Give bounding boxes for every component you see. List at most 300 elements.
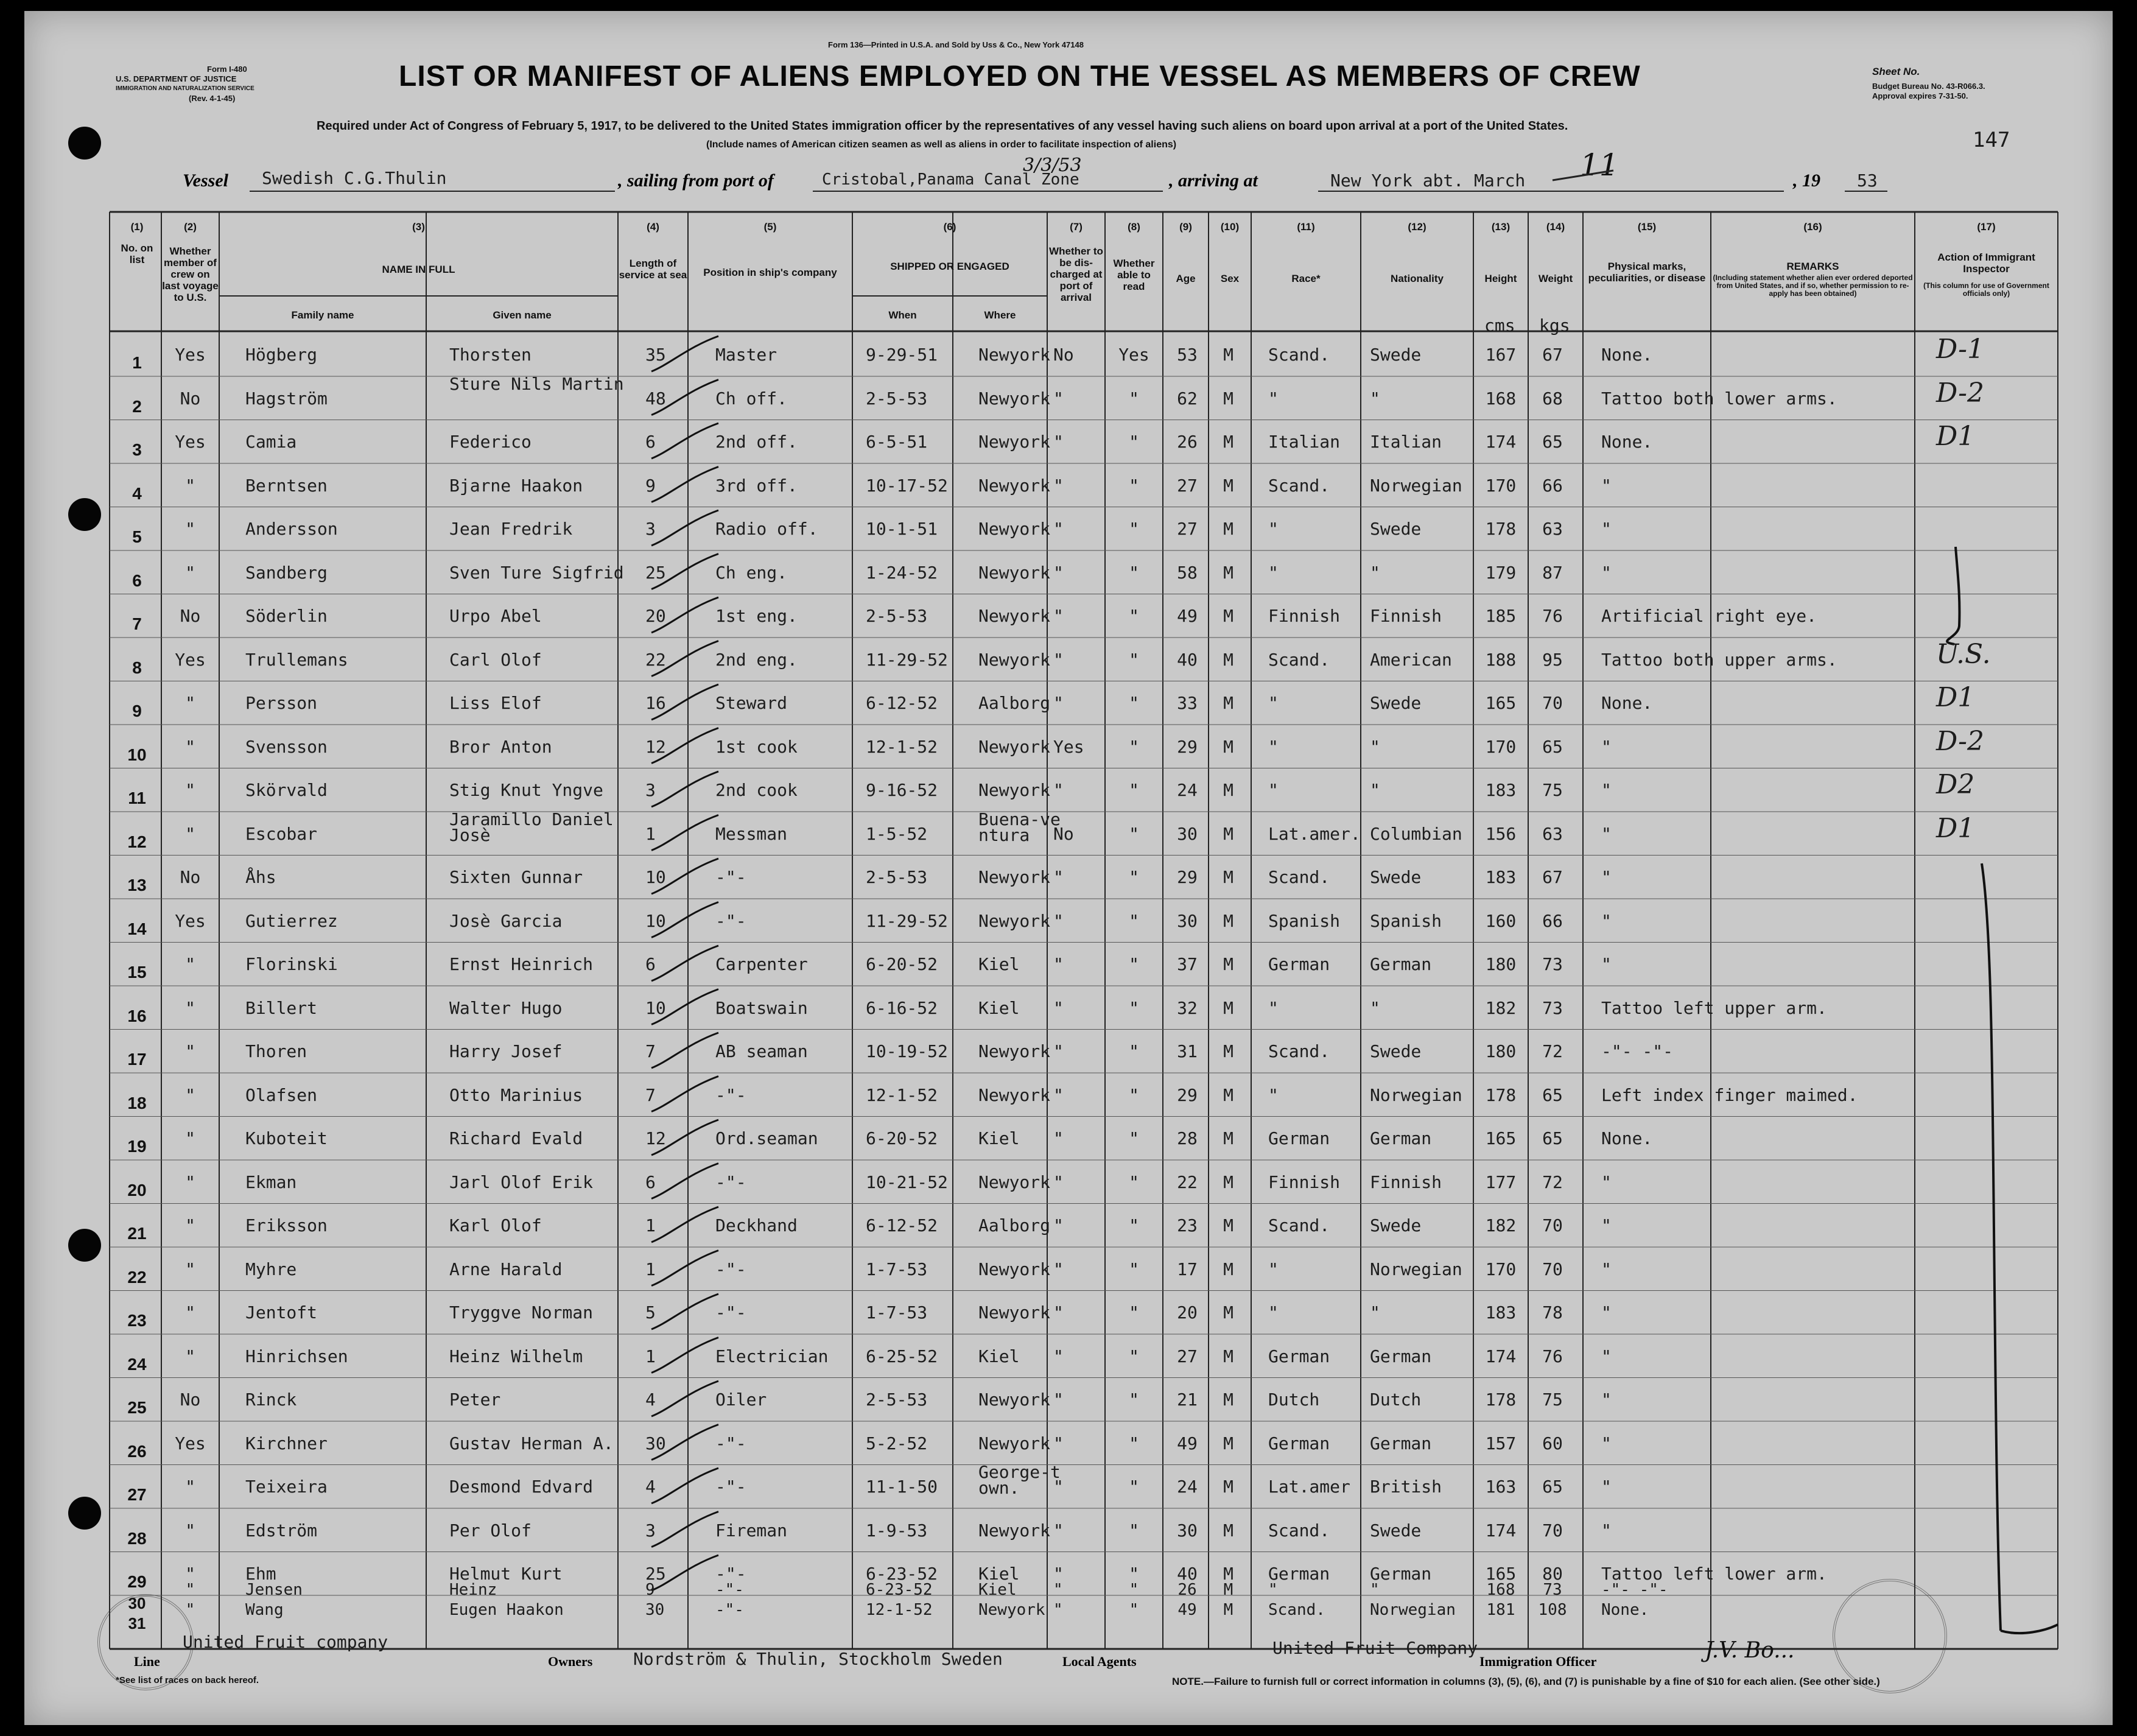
- cell-sex: M: [1223, 910, 1233, 931]
- cell-ht: 181: [1486, 1601, 1515, 1619]
- cell-dis: ": [1053, 1172, 1064, 1192]
- cell-prev: ": [185, 1477, 195, 1497]
- cell-fam: Ekman: [245, 1172, 297, 1192]
- cell-when: 9-16-52: [866, 780, 938, 800]
- header-c6_label: SHIPPED OR ENGAGED: [890, 261, 1009, 272]
- header-c4: (4): [647, 221, 659, 233]
- cell-svc: 10: [645, 867, 666, 887]
- cell-ht: 170: [1485, 1259, 1517, 1279]
- cell-sex: M: [1223, 606, 1233, 626]
- cell-wt: 66: [1542, 910, 1563, 931]
- cell-marks: ": [1601, 1172, 1612, 1192]
- header-c13_unit: cms: [1484, 315, 1515, 336]
- cell-race: German: [1268, 1433, 1330, 1453]
- cell-action: D-1: [1936, 334, 1984, 365]
- cell-nat: Norwegian: [1370, 1259, 1462, 1279]
- cell-n: 11: [128, 789, 146, 807]
- cell-pos: Oiler: [715, 1390, 767, 1410]
- cell-read: ": [1129, 606, 1139, 626]
- cell-when: 6-25-52: [866, 1346, 938, 1366]
- owners-label: Owners: [548, 1654, 593, 1669]
- header-c6b: Where: [984, 309, 1016, 321]
- cell-age: 37: [1177, 954, 1198, 974]
- cell-given: Thorsten: [449, 345, 532, 365]
- cell-age: 40: [1177, 1564, 1198, 1584]
- cell-prev: ": [185, 1215, 195, 1235]
- cell-ht: 156: [1485, 823, 1517, 844]
- officer-signature: J.V. Bo...: [1705, 1638, 1795, 1663]
- agents-value: United Fruit Company: [1272, 1638, 1478, 1658]
- cell-read: ": [1129, 519, 1139, 539]
- header-c16_sub: (Including statement whether alien ever ordered deported from United States, and if so, whether permission to re-apply has been obtained): [1713, 273, 1913, 298]
- cell-age: 26: [1177, 432, 1198, 452]
- cell-fam: Edström: [245, 1520, 318, 1541]
- header-c6a: When: [888, 309, 917, 321]
- cell-given: Stig Knut Yngve: [449, 780, 603, 800]
- cell-n: 23: [127, 1311, 147, 1330]
- cell-marks: Tattoo both lower arms.: [1601, 388, 1837, 409]
- cell-pos: -"-: [715, 1601, 744, 1619]
- cell-marks: Left index finger maimed.: [1601, 1084, 1858, 1105]
- cell-given: Carl Olof: [449, 649, 542, 670]
- cell-nat: German: [1370, 1346, 1432, 1366]
- cell-prev: No: [180, 388, 201, 409]
- cell-n: 19: [127, 1137, 147, 1156]
- cell-given: Otto Marinius: [449, 1084, 583, 1105]
- cell-marks: ": [1601, 1346, 1612, 1366]
- cell-ht: 178: [1485, 1390, 1517, 1410]
- cell-wt: 75: [1542, 1390, 1563, 1410]
- cell-prev: ": [185, 954, 195, 974]
- cell-given: Sven Ture Sigfrid: [449, 562, 624, 583]
- cell-marks: ": [1601, 823, 1612, 844]
- cell-ht: 165: [1485, 1564, 1517, 1584]
- cell-sex: M: [1223, 475, 1233, 496]
- header-c13: (13): [1491, 221, 1511, 233]
- cell-read: ": [1129, 1581, 1139, 1599]
- cell-wt: 65: [1542, 1084, 1563, 1105]
- cell-svc: 35: [645, 345, 666, 365]
- header-c10_label: Sex: [1220, 273, 1240, 284]
- cell-pos: Master: [715, 345, 777, 365]
- cell-race: Scand.: [1268, 649, 1330, 670]
- cell-when: 1-5-52: [866, 823, 928, 844]
- cell-fam: Skörvald: [245, 780, 328, 800]
- year-value: 53: [1857, 170, 1878, 191]
- cell-where: Buena-ventura: [978, 809, 1061, 845]
- cell-n: 9: [132, 701, 142, 720]
- cell-when: 6-23-52: [866, 1581, 933, 1599]
- cell-marks: -"- -"-: [1601, 1041, 1674, 1061]
- cell-n: 12: [127, 832, 147, 851]
- cell-svc: 10: [645, 910, 666, 931]
- cell-race: Scand.: [1268, 1601, 1325, 1619]
- cell-when: 1-9-53: [866, 1520, 928, 1541]
- cell-dis: ": [1053, 693, 1064, 713]
- cell-wt: 70: [1542, 1259, 1563, 1279]
- cell-fam: Teixeira: [245, 1477, 328, 1497]
- cell-fam: Rinck: [245, 1390, 297, 1410]
- cell-action: D1: [1936, 812, 1975, 844]
- page-number: 147: [1973, 128, 2010, 152]
- cell-ht: 183: [1485, 1302, 1517, 1323]
- cell-dis: ": [1053, 1520, 1064, 1541]
- cell-prev: ": [185, 1581, 195, 1599]
- cell-svc: 12: [645, 1128, 666, 1148]
- line-label: Line: [134, 1654, 160, 1669]
- cell-sex: M: [1223, 1433, 1233, 1453]
- cell-read: ": [1129, 823, 1139, 844]
- cell-race: ": [1268, 1581, 1278, 1599]
- cell-age: 62: [1177, 388, 1198, 409]
- cell-prev: ": [185, 475, 195, 496]
- cell-marks: ": [1601, 1390, 1612, 1410]
- cell-prev: ": [185, 693, 195, 713]
- cell-where: Newyork: [978, 867, 1051, 887]
- cell-pos: -"-: [715, 910, 746, 931]
- cell-pos: -"-: [715, 1084, 746, 1105]
- agents-label: Local Agents: [1062, 1654, 1137, 1669]
- cell-svc: 9: [645, 1581, 655, 1599]
- cell-read: ": [1129, 475, 1139, 496]
- revision: (Rev. 4-1-45): [189, 94, 236, 103]
- cell-sex: M: [1223, 519, 1233, 539]
- cell-fam: Escobar: [245, 823, 318, 844]
- cell-pos: Ch off.: [715, 388, 788, 409]
- cell-read: ": [1129, 954, 1139, 974]
- cell-ht: 165: [1485, 1128, 1517, 1148]
- header-c9_label: Age: [1176, 273, 1196, 284]
- cell-n: 4: [132, 483, 142, 503]
- cell-where: Newyork: [978, 736, 1051, 757]
- cell-where: Aalborg: [978, 1215, 1051, 1235]
- cell-nat: Spanish: [1370, 910, 1442, 931]
- cell-sex: M: [1223, 345, 1233, 365]
- cell-nat: German: [1370, 954, 1432, 974]
- cell-when: 6-20-52: [866, 1128, 938, 1148]
- cell-age: 32: [1177, 997, 1198, 1018]
- cell-dis: ": [1053, 562, 1064, 583]
- cell-svc: 30: [645, 1433, 666, 1453]
- cell-ht: 174: [1485, 1520, 1517, 1541]
- cell-n: 29: [127, 1572, 147, 1591]
- cell-where: Newyork: [978, 1302, 1051, 1323]
- cell-nat: ": [1370, 736, 1380, 757]
- cell-given: Sixten Gunnar: [449, 867, 583, 887]
- cell-fam: Myhre: [245, 1259, 297, 1279]
- cell-fam: Florinski: [245, 954, 338, 974]
- cell-read: ": [1129, 1564, 1139, 1584]
- cell-nat: ": [1370, 997, 1380, 1018]
- cell-action: D1: [1936, 682, 1975, 713]
- cell-ht: 174: [1485, 432, 1517, 452]
- cell-ht: 188: [1485, 649, 1517, 670]
- cell-svc: 5: [645, 1302, 656, 1323]
- cell-nat: Norwegian: [1370, 1601, 1456, 1619]
- header-c3a: Family name: [291, 309, 354, 321]
- cell-race: German: [1268, 1346, 1330, 1366]
- cell-age: 30: [1177, 823, 1198, 844]
- cell-race: Dutch: [1268, 1390, 1320, 1410]
- cell-dis: ": [1053, 867, 1064, 887]
- cell-dis: ": [1053, 997, 1064, 1018]
- cell-when: 2-5-53: [866, 867, 928, 887]
- cell-given: Sture Nils Martin: [449, 373, 624, 394]
- cell-nat: Swede: [1370, 1215, 1422, 1235]
- cell-wt: 108: [1538, 1601, 1567, 1619]
- cell-when: 12-1-52: [866, 1601, 933, 1619]
- cell-age: 29: [1177, 1084, 1198, 1105]
- sheet-label: Sheet No.: [1872, 66, 1920, 77]
- cell-svc: 25: [645, 1564, 666, 1584]
- cell-dis: ": [1053, 954, 1064, 974]
- cell-when: 6-12-52: [866, 1215, 938, 1235]
- cell-where: Kiel: [978, 1581, 1017, 1599]
- cell-where: Newyork: [978, 1390, 1051, 1410]
- cell-prev: ": [185, 1601, 195, 1619]
- cell-prev: ": [185, 1302, 195, 1323]
- cell-action: D1: [1936, 421, 1975, 452]
- cell-given: Arne Harald: [449, 1259, 563, 1279]
- cell-read: ": [1129, 1346, 1139, 1366]
- cell-marks: None.: [1601, 1601, 1649, 1619]
- service: IMMIGRATION AND NATURALIZATION SERVICE: [116, 85, 254, 92]
- cell-sex: M: [1223, 997, 1233, 1018]
- cell-given: Ernst Heinrich: [449, 954, 594, 974]
- cell-when: 11-29-52: [866, 910, 948, 931]
- cell-nat: Swede: [1370, 1041, 1422, 1061]
- cell-sex: M: [1223, 693, 1233, 713]
- cell-prev: Yes: [175, 1433, 206, 1453]
- cell-ht: 182: [1485, 1215, 1517, 1235]
- header-c13_label: Height: [1484, 273, 1517, 284]
- cell-pos: -"-: [715, 1477, 746, 1497]
- cell-when: 2-5-53: [866, 388, 928, 409]
- cell-prev: Yes: [175, 910, 206, 931]
- cell-sex: M: [1223, 1601, 1233, 1619]
- cell-wt: 95: [1542, 649, 1563, 670]
- cell-read: ": [1129, 1390, 1139, 1410]
- cell-sex: M: [1223, 1581, 1233, 1599]
- cell-age: 49: [1177, 1601, 1197, 1619]
- cell-fam: Kuboteit: [245, 1128, 328, 1148]
- cell-where: Newyork: [978, 649, 1051, 670]
- cell-sex: M: [1223, 823, 1233, 844]
- manifest-sheet: [24, 11, 2113, 1725]
- cell-ht: 174: [1485, 1346, 1517, 1366]
- page-title: LIST OR MANIFEST OF ALIENS EMPLOYED ON THE VESSEL AS MEMBERS OF CREW: [399, 60, 1641, 93]
- handwritten-day: 11: [1580, 147, 1619, 183]
- budget-number: Budget Bureau No. 43-R066.3.: [1872, 82, 1985, 91]
- cell-race: German: [1268, 1564, 1330, 1584]
- cell-ht: 180: [1485, 954, 1517, 974]
- vessel-name: Swedish C.G.Thulin: [262, 168, 447, 188]
- cell-n: 8: [132, 658, 142, 677]
- cell-marks: ": [1601, 562, 1612, 583]
- cell-age: 58: [1177, 562, 1198, 583]
- cell-when: 2-5-53: [866, 1390, 928, 1410]
- cell-nat: Swede: [1370, 345, 1422, 365]
- cell-fam: Billert: [245, 997, 318, 1018]
- cell-read: ": [1129, 1433, 1139, 1453]
- cell-where: Newyork: [978, 432, 1051, 452]
- cell-pos: Deckhand: [715, 1215, 798, 1235]
- cell-where: Newyork: [978, 1259, 1051, 1279]
- cell-given: Karl Olof: [449, 1215, 542, 1235]
- cell-nat: American: [1370, 649, 1452, 670]
- cell-n: 28: [127, 1528, 147, 1548]
- cell-n: 2: [132, 396, 142, 416]
- cell-n: 27: [127, 1485, 147, 1504]
- cell-prev: ": [185, 823, 195, 844]
- cell-read: ": [1129, 1084, 1139, 1105]
- cell-ht: 165: [1485, 693, 1517, 713]
- cell-read: ": [1129, 910, 1139, 931]
- cell-race: ": [1268, 736, 1279, 757]
- cell-when: 1-24-52: [866, 562, 938, 583]
- cell-pos: 2nd off.: [715, 432, 798, 452]
- cell-fam: Trullemans: [245, 649, 348, 670]
- cell-sex: M: [1223, 1041, 1233, 1061]
- cell-marks: None.: [1601, 345, 1653, 365]
- cell-svc: 3: [645, 780, 656, 800]
- cell-ht: 185: [1485, 606, 1517, 626]
- cell-svc: 7: [645, 1041, 656, 1061]
- cell-marks: Tattoo left lower arm.: [1601, 1564, 1827, 1584]
- cell-age: 30: [1177, 910, 1198, 931]
- cell-pos: Steward: [715, 693, 788, 713]
- cell-wt: 67: [1542, 867, 1563, 887]
- cell-age: 29: [1177, 736, 1198, 757]
- header-c14_label: Weight: [1538, 273, 1573, 284]
- cell-read: ": [1129, 1302, 1139, 1323]
- cell-svc: 10: [645, 997, 666, 1018]
- cell-fam: Wang: [245, 1601, 284, 1619]
- cell-dis: ": [1053, 1346, 1064, 1366]
- cell-pos: -"-: [715, 1433, 746, 1453]
- cell-age: 53: [1177, 345, 1198, 365]
- header-c8_label: Whether able to read: [1113, 258, 1155, 292]
- cell-fam: Jensen: [245, 1581, 303, 1599]
- cell-svc: 9: [645, 475, 656, 496]
- cell-prev: ": [185, 1520, 195, 1541]
- cell-dis: ": [1053, 1581, 1063, 1599]
- cell-wt: 78: [1542, 1302, 1563, 1323]
- cell-wt: 68: [1542, 388, 1563, 409]
- cell-wt: 70: [1542, 693, 1563, 713]
- cell-nat: ": [1370, 388, 1380, 409]
- cell-given: Jarl Olof Erik: [449, 1172, 594, 1192]
- cell-marks: None.: [1601, 1128, 1653, 1148]
- cell-pos: -"-: [715, 867, 746, 887]
- cell-given: Urpo Abel: [449, 606, 542, 626]
- cell-when: 10-19-52: [866, 1041, 948, 1061]
- cell-given: Liss Elof: [449, 693, 542, 713]
- cell-pos: -"-: [715, 1581, 744, 1599]
- cell-ht: 170: [1485, 736, 1517, 757]
- cell-where: Kiel: [978, 1128, 1020, 1148]
- cell-marks: -"- -"-: [1601, 1581, 1668, 1599]
- cell-where: Newyork: [978, 910, 1051, 931]
- cell-dis: ": [1053, 1601, 1063, 1619]
- cell-dis: ": [1053, 1302, 1064, 1323]
- cell-sex: M: [1223, 1564, 1233, 1584]
- cell-where: Newyork: [978, 562, 1051, 583]
- cell-pos: 3rd off.: [715, 475, 798, 496]
- header-c16_label: REMARKS: [1786, 261, 1839, 272]
- cell-ht: 167: [1485, 345, 1517, 365]
- fine-note: NOTE.—Failure to furnish full or correct information in columns (3), (5), (6), and (7) is punishable by a fine of $10 for each alien. (See other side.): [1172, 1676, 1880, 1687]
- arriving-label: , arriving at: [1169, 170, 1258, 191]
- cell-race: ": [1268, 693, 1279, 713]
- cell-sex: M: [1223, 736, 1233, 757]
- cell-fam: Hinrichsen: [245, 1346, 348, 1366]
- cell-when: 5-2-52: [866, 1433, 928, 1453]
- stamp: [1833, 1579, 1947, 1693]
- cell-ht: 178: [1485, 1084, 1517, 1105]
- header-c11_label: Race*: [1291, 273, 1321, 284]
- cell-marks: ": [1601, 1520, 1612, 1541]
- cell-given: Jean Fredrik: [449, 519, 573, 539]
- include-note: (Include names of American citizen seamen as well as aliens in order to facilitate inspection of aliens): [706, 139, 1177, 150]
- cell-n: 10: [127, 745, 147, 764]
- cell-race: Scand.: [1268, 1215, 1330, 1235]
- cell-wt: 72: [1542, 1041, 1563, 1061]
- cell-sex: M: [1223, 1390, 1233, 1410]
- cell-marks: Tattoo left upper arm.: [1601, 997, 1827, 1018]
- cell-pos: -"-: [715, 1564, 746, 1584]
- cell-dis: ": [1053, 1041, 1064, 1061]
- cell-sex: M: [1223, 432, 1233, 452]
- cell-when: 9-29-51: [866, 345, 938, 365]
- cell-ht: 168: [1485, 388, 1517, 409]
- cell-read: ": [1129, 649, 1139, 670]
- department: U.S. DEPARTMENT OF JUSTICE: [116, 74, 237, 83]
- cell-pos: Ch eng.: [715, 562, 788, 583]
- cell-where: Newyork: [978, 388, 1051, 409]
- header-c11: (11): [1297, 221, 1315, 233]
- approval-expiry: Approval expires 7-31-50.: [1872, 91, 1968, 100]
- cell-read: ": [1129, 1601, 1139, 1619]
- header-c1: (1): [130, 221, 144, 233]
- cell-svc: 3: [645, 1520, 656, 1541]
- cell-when: 1-7-53: [866, 1259, 928, 1279]
- cell-age: 21: [1177, 1390, 1198, 1410]
- cell-nat: Norwegian: [1370, 475, 1462, 496]
- cell-age: 26: [1177, 1581, 1197, 1599]
- cell-pos: 2nd eng.: [715, 649, 798, 670]
- cell-race: Lat.amer.: [1268, 823, 1361, 844]
- cell-marks: ": [1601, 519, 1612, 539]
- cell-age: 49: [1177, 606, 1198, 626]
- cell-fam: Söderlin: [245, 606, 328, 626]
- cell-given: Heinz Wilhelm: [449, 1346, 583, 1366]
- header-c15_label: Physical marks, peculiarities, or disease: [1588, 261, 1706, 284]
- cell-marks: Artificial right eye.: [1601, 606, 1817, 626]
- cell-dis: ": [1053, 1259, 1064, 1279]
- header-c2: (2): [184, 221, 197, 233]
- cell-where: Newyork: [978, 345, 1051, 365]
- stamp: [97, 1594, 194, 1690]
- cell-race: Spanish: [1268, 910, 1341, 931]
- cell-wt: 65: [1542, 1128, 1563, 1148]
- cell-dis: Yes: [1053, 736, 1084, 757]
- cell-n: 3: [132, 440, 142, 459]
- cell-prev: ": [185, 1172, 195, 1192]
- header-c17: (17): [1977, 221, 1996, 233]
- cell-age: 20: [1177, 1302, 1198, 1323]
- cell-n: 7: [132, 614, 142, 633]
